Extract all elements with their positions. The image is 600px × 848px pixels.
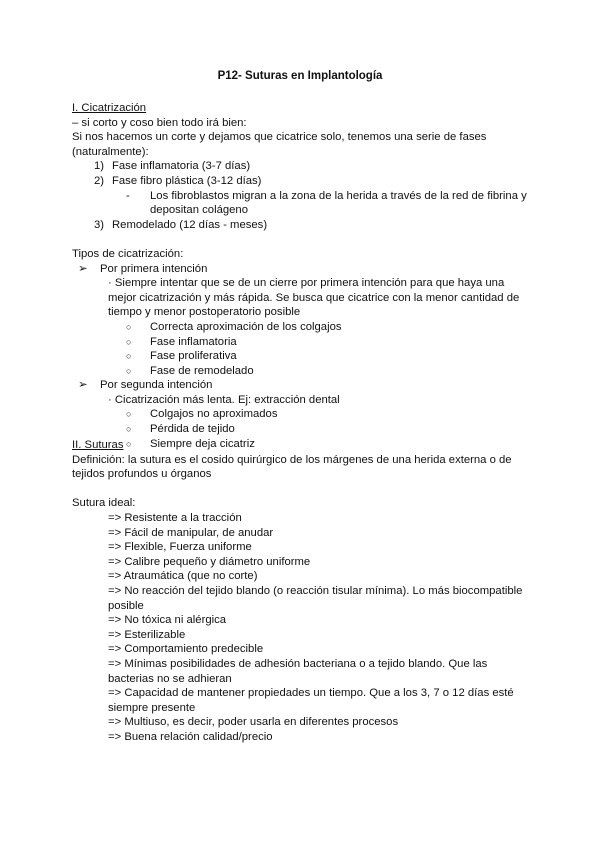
type-label: Por primera intención [100,262,208,275]
type-item [72,378,528,393]
phase-subitem-text: Los fibroblastos migran a la zona de la herida a través de la red de fibrina y depositan colágeno [150,189,527,217]
arrow-bullet-icon: ➢ [78,262,88,275]
section-suturas [72,438,528,744]
ideal-heading: Sutura ideal: [72,497,136,510]
list-item: => Esterilizable [108,628,186,641]
note-line: – si corto y coso bien todo irá bien: [72,116,247,129]
circle-bullet-icon: ○ [126,438,132,449]
list-item-text: Colgajos no aproximados [150,408,278,421]
list-number: 1) [93,160,104,173]
list-item [72,407,528,422]
list-item [72,320,528,335]
circle-bullet-icon: ○ [126,321,132,332]
list-number: 2) [93,174,104,187]
list-item [72,335,528,350]
arrow-bullet-icon: ➢ [78,379,88,392]
list-item: => Multiuso, es decir, poder usarla en diferentes procesos [108,716,399,729]
circle-bullet-icon: ○ [126,351,132,362]
list-item: => Flexible, Fuerza uniforme [108,541,252,554]
list-item: => Atraumática (que no corte) [108,570,258,583]
phase-item [72,159,528,174]
list-item: => Capacidad de mantener propiedades un tiempo. Que a los 3, 7 o 12 días esté siempre presente [108,687,514,714]
intro-paragraph: Si nos hacemos un corte y dejamos que cicatrice solo, tenemos una serie de fases (naturalmente): [72,131,487,158]
types-heading: Tipos de cicatrización: [72,247,184,260]
circle-bullet-icon: ○ [126,409,132,420]
list-item-text: Fase de remodelado [150,364,254,377]
type-description: · Cicatrización más lenta. Ej: extracción dental [108,393,340,406]
list-item-text: Pérdida de tejido [150,423,235,436]
phase-item [72,174,528,189]
list-item: => Resistente a la tracción [108,511,242,524]
list-item-text: Fase inflamatoria [150,335,237,348]
circle-bullet-icon: ○ [126,336,132,347]
section-heading: II. Suturas [72,439,124,451]
circle-bullet-icon: ○ [126,365,132,376]
phase-text: Remodelado (12 días - meses) [112,218,268,231]
phase-text: Fase inflamatoria (3-7 días) [112,160,251,173]
ideal-list [72,511,528,745]
list-item [72,364,528,379]
list-item: => Comportamiento predecible [108,643,264,656]
list-item: => Fácil de manipular, de anudar [108,526,274,539]
list-item: => Calibre pequeño y diámetro uniforme [108,555,311,568]
phase-text: Fase fibro plástica (3-12 días) [112,174,262,187]
list-item-text: Siempre deja cicatriz [150,437,255,450]
list-item [72,422,528,437]
list-item-text: Correcta aproximación de los colgajos [150,320,342,333]
page-title: P12- Suturas en Implantología [217,70,383,82]
list-item: => No tóxica ni alérgica [108,614,227,627]
list-item: => Buena relación calidad/precio [108,730,273,743]
list-item: => Mínimas posibilidades de adhesión bacteriana o a tejido blando. Que las bacterias no se adhieran [108,657,488,685]
list-item [72,349,528,364]
type-item [72,262,528,277]
definition-paragraph: Definición: la sutura es el cosido quirúrgico de los márgenes de una herida externa o de tejidos profundos u órganos [72,453,512,481]
circle-bullet-icon: ○ [126,424,132,435]
phase-subitem [72,189,528,218]
list-item-text: Fase proliferativa [150,350,237,363]
section-heading: I. Cicatrización [72,102,147,114]
dash-bullet: - [126,189,130,202]
type-label: Por segunda intención [100,379,213,392]
list-item: => No reacción del tejido blando (o reacción tisular mínima). Lo más biocompatible posible [108,584,523,612]
phase-item [72,218,528,233]
type-description: · Siempre intentar que se de un cierre por primera intención para que haya una mejor cicatrización y más rápida. Se busca que cicatrice con la menor cantidad de tiempo y menor postoperatorio posible [108,277,520,319]
list-number: 3) [93,218,104,231]
section-cicatrizacion [72,101,528,451]
